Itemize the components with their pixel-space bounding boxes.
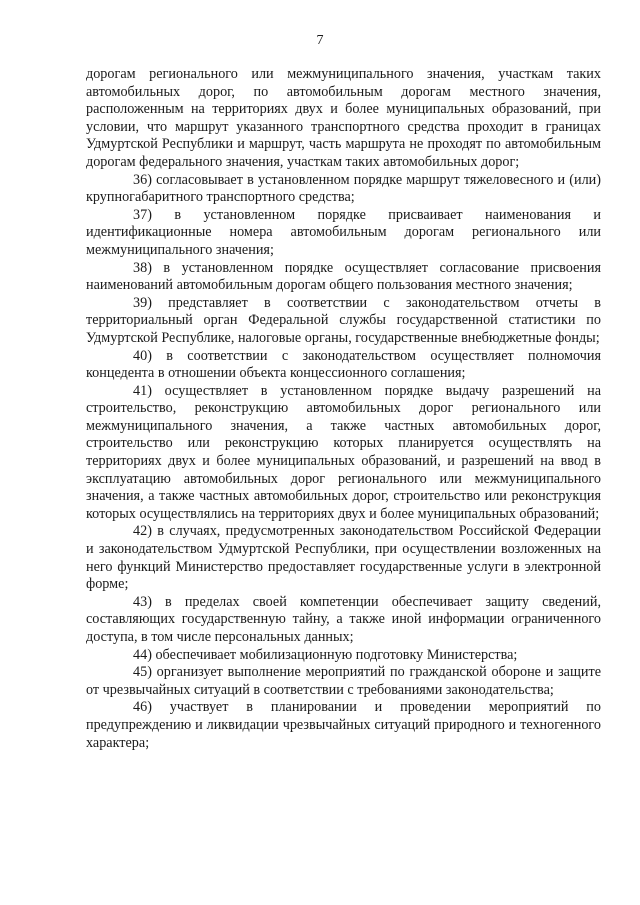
paragraph-item-40: 40) в соответствии с законодательством осуществляет полномочия концедента в отношении объекта концессионного соглашения; [86, 347, 601, 382]
paragraph-item-39: 39) представляет в соответствии с законодательством отчеты в территориальный орган Федеральной службы государственной статистики по Удмуртской Республике, налоговые органы, государственные внебюджетные фонды; [86, 294, 601, 346]
paragraph-item-37: 37) в установленном порядке присваивает наименования и идентификационные номера автомобильным дорогам регионального или межмуниципального значения; [86, 206, 601, 258]
paragraph-item-43: 43) в пределах своей компетенции обеспечивает защиту сведений, составляющих государственную тайну, а также иной информации ограниченного доступа, в том числе персональных данных; [86, 593, 601, 645]
paragraph-item-46: 46) участвует в планировании и проведении мероприятий по предупреждению и ликвидации чрезвычайных ситуаций природного и техногенного характера; [86, 699, 601, 751]
paragraph-continuation: дорогам регионального или межмуниципального значения, участкам таких автомобильных дорог, по автомобильным дорогам местного значения, расположенным на территориях двух и более муниципальных образований, при условии, что маршрут указанного транспортного средства проходит в границах Удмуртской Республики и маршрут, часть маршрута не проходят по автомобильным дорогам федерального значения, участкам таких автомобильных дорог; [86, 66, 601, 170]
document-body [86, 66, 601, 752]
paragraph-item-36: 36) согласовывает в установленном порядке маршрут тяжеловесного и (или) крупногабаритного транспортного средства; [86, 171, 601, 206]
paragraph-item-41: 41) осуществляет в установленном порядке выдачу разрешений на строительство, реконструкцию автомобильных дорог регионального или межмуниципального значения, а также частных автомобильных дорог, строительство или реконструкцию которых планируется осуществлять на территориях двух и более муниципальных образований, и разрешений на ввод в эксплуатацию автомобильных дорог регионального или межмуниципального значения, а также частных автомобильных дорог, строительство или реконструкция которых осуществлялись на территориях двух и более муниципальных образований; [86, 382, 601, 522]
paragraph-item-42: 42) в случаях, предусмотренных законодательством Российской Федерации и законодательством Удмуртской Республики, при осуществлении возложенных на него функций Министерство предоставляет государственные услуги в электронной форме; [86, 523, 601, 593]
page-number: 7 [316, 33, 324, 48]
paragraph-item-38: 38) в установленном порядке осуществляет согласование присвоения наименований автомобильным дорогам общего пользования местного значения; [86, 259, 601, 294]
paragraph-item-45: 45) организует выполнение мероприятий по гражданской обороне и защите от чрезвычайных ситуаций в соответствии с требованиями законодательства; [86, 664, 601, 698]
paragraph-item-44: 44) обеспечивает мобилизационную подготовку Министерства; [133, 646, 518, 663]
